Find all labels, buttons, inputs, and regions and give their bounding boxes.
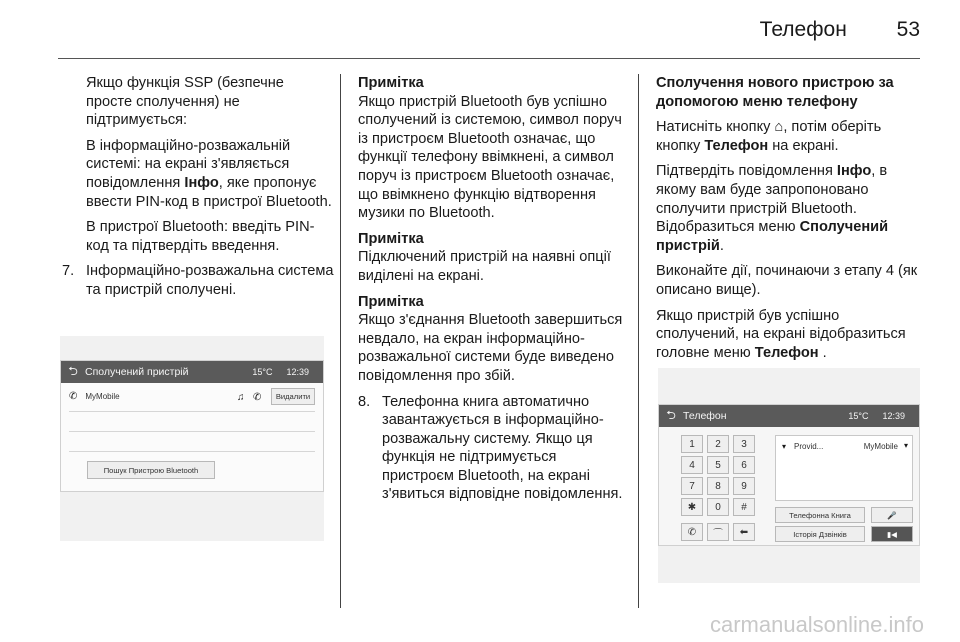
provider-name: Provid...	[794, 442, 824, 451]
column-divider-1	[340, 74, 341, 608]
column-3	[656, 74, 926, 369]
phone-menu-screen	[658, 404, 920, 546]
bluetooth-phone-icon: ✆	[253, 392, 262, 403]
pin-paragraph: В пристрої Bluetooth: введіть PIN-код та підтвердіть введення.	[86, 219, 315, 254]
instruction-paragraph	[656, 118, 926, 155]
screen-title-bar	[61, 361, 323, 383]
screen-title: Телефон	[683, 410, 727, 422]
section-heading: Сполучення нового пристрою за допомогою меню телефону	[656, 75, 894, 110]
keypad-key[interactable]: 9	[733, 477, 755, 495]
delete-button[interactable]: Видалити	[271, 388, 315, 405]
step-number: 7.	[62, 263, 75, 280]
home-icon: ⌂	[774, 119, 784, 136]
clock: 12:39	[882, 411, 905, 421]
note-text: Якщо з'єднання Bluetooth завершиться невдало, на екран інформаційно-розважальної системи буде виведено повідомлення про збій.	[358, 312, 623, 384]
keypad-key[interactable]: 7	[681, 477, 703, 495]
back-arrow-icon[interactable]: ⮌	[666, 407, 676, 422]
phonebook-button[interactable]: Телефонна Книга	[775, 507, 865, 523]
clock: 12:39	[286, 367, 309, 377]
info-term: Інфо	[184, 174, 219, 191]
watermark: carmanualsonline.info	[709, 612, 924, 637]
call-icon[interactable]: ✆	[681, 523, 703, 541]
phone-term: Телефон	[754, 344, 819, 361]
text: , потім оберіть кнопку	[656, 119, 882, 154]
device-row[interactable]	[69, 391, 120, 402]
device-name: MyMobile	[863, 442, 898, 451]
text: , яке пропонує ввести PIN-код в пристрої Bluetooth.	[86, 174, 332, 210]
search-bluetooth-button[interactable]: Пошук Пристрою Bluetooth	[87, 461, 215, 479]
speaker-icon[interactable]: ▮◀	[871, 526, 913, 542]
device-name: MyMobile	[85, 392, 120, 401]
mute-microphone-icon[interactable]: 🎤	[871, 507, 913, 523]
keypad-key[interactable]: #	[733, 498, 755, 516]
backspace-icon[interactable]: ⬅	[733, 523, 755, 541]
list-divider	[69, 431, 315, 432]
text: Натисніть кнопку	[656, 119, 775, 136]
note-heading: Примітка	[358, 293, 424, 310]
text: В інформаційно-розважальній системі: на екрані з'являється повідомлення	[86, 137, 291, 191]
page-title: Телефон	[759, 18, 847, 41]
keypad-key[interactable]: 0	[707, 498, 729, 516]
note-heading: Примітка	[358, 230, 424, 247]
text: Якщо пристрій був успішно сполучений, на екрані відобразиться головне меню	[656, 307, 906, 361]
keypad-key[interactable]: 3	[733, 435, 755, 453]
screen-title-bar	[659, 405, 919, 427]
hang-up-icon[interactable]: ⌒	[707, 523, 729, 541]
signal-icon: ▾	[903, 441, 908, 450]
step-8	[358, 393, 628, 505]
paired-device-screen	[60, 360, 324, 492]
keypad-key[interactable]: 5	[707, 456, 729, 474]
temperature: 15°C	[848, 411, 869, 421]
text: , в якому вам буде запропоновано сполучити пристрій Bluetooth. Відобразиться меню	[656, 163, 888, 236]
back-arrow-icon[interactable]: ⮌	[68, 363, 78, 378]
success-paragraph	[656, 307, 926, 363]
keypad-key[interactable]: 1	[681, 435, 703, 453]
ssp-paragraph: Якщо функція SSP (безпечне просте сполучення) не підтримується:	[86, 75, 284, 129]
page-number: 53	[896, 18, 920, 41]
call-history-button[interactable]: Історія Дзвінків	[775, 526, 865, 542]
phone-menu-screenshot	[658, 368, 920, 583]
keypad-key[interactable]: 4	[681, 456, 703, 474]
phone-icon: ✆	[69, 391, 78, 402]
keypad-key[interactable]: 6	[733, 456, 755, 474]
note-text: Якщо пристрій Bluetooth був успішно сполучений із системою, символ поруч із пристроєм Bluetooth означає, що функції телефону ввімкнені, а символ поруч із пристроєм Bluetooth означає, що ввімкнено функцію відтворення музики по Bluetooth.	[358, 93, 622, 222]
note-heading: Примітка	[358, 75, 424, 91]
steps-paragraph: Виконайте дії, починаючи з етапу 4 (як описано вище).	[656, 263, 918, 298]
provider-panel	[775, 435, 913, 501]
step-text: Телефонна книга автоматично завантажується в інформаційно-розважальну систему. Якщо ця функція не підтримується пристроєм Bluetooth, на екрані з'явиться відповідне повідомлення.	[382, 393, 623, 503]
keypad-key[interactable]: ✱	[681, 498, 703, 516]
page-header	[760, 18, 920, 42]
paired-device-term: Сполучений пристрій	[656, 219, 889, 254]
header-rule	[58, 58, 920, 59]
phone-term: Телефон	[704, 137, 769, 154]
column-2	[358, 74, 628, 504]
keypad-key[interactable]: 2	[707, 435, 729, 453]
info-term: Інфо	[836, 163, 872, 180]
keypad-key[interactable]: 8	[707, 477, 729, 495]
text: Підтвердіть повідомлення	[656, 163, 837, 180]
list-divider	[69, 411, 315, 412]
text: на екрані.	[768, 137, 839, 154]
signal-icon: ▾	[782, 442, 787, 451]
column-divider-2	[638, 74, 639, 608]
step-number: 8.	[358, 393, 371, 410]
note-text: Підключений пристрій на наявні опції виділені на екрані.	[358, 249, 611, 284]
music-icon: ♫	[237, 392, 245, 403]
column-1	[62, 74, 334, 300]
step-7	[62, 262, 334, 299]
info-paragraph	[62, 137, 334, 211]
confirm-paragraph	[656, 162, 926, 255]
paired-device-screenshot	[60, 336, 324, 541]
list-divider	[69, 451, 315, 452]
screen-title: Сполучений пристрій	[85, 366, 189, 378]
temperature: 15°C	[252, 367, 273, 377]
text: .	[719, 237, 724, 254]
step-text: Інформаційно-розважальна система та пристрій сполучені.	[86, 263, 334, 298]
text: .	[818, 344, 827, 361]
